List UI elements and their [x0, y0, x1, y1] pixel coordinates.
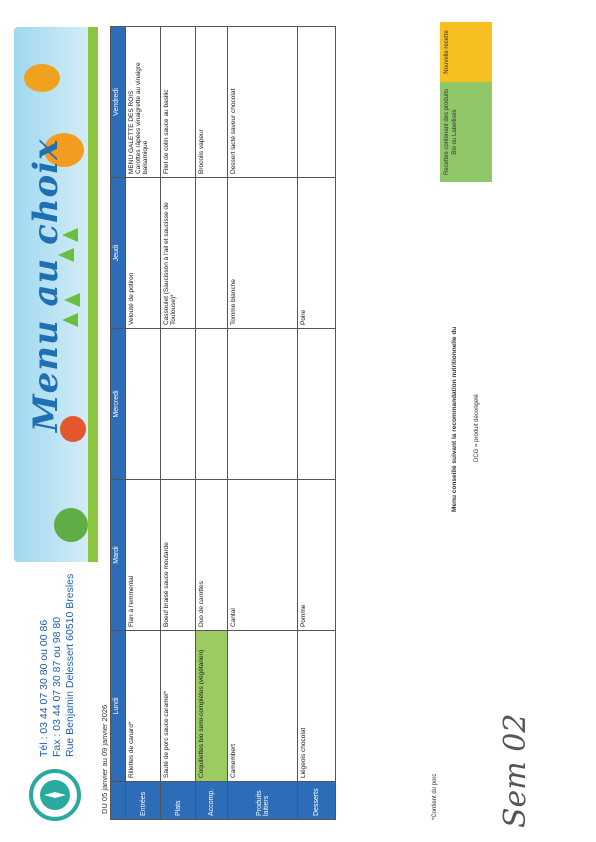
- dish-text: Pomme: [300, 604, 307, 627]
- dish-text: Cassoulet (Saucisson à l'ail et saucisse de Toulouse)*: [163, 202, 177, 325]
- menu-cell: [228, 27, 298, 178]
- menu-cell: [126, 27, 161, 178]
- dish-text: Filet de colin sauce au basilic: [163, 89, 170, 174]
- pork-footnote: *Contient du porc: [432, 773, 438, 820]
- dish-text: Camembert: [230, 744, 237, 778]
- day-header: Mercredi: [111, 329, 126, 480]
- broccoli-character-icon: [54, 508, 88, 542]
- contact-block: [38, 574, 77, 757]
- row-header: Plats: [161, 782, 196, 820]
- menu-cell: [126, 480, 161, 631]
- menu-cell: [196, 178, 228, 329]
- menu-cell-vegetarian: [196, 631, 228, 782]
- dish-text: Tomme blanche: [230, 279, 237, 325]
- menu-cell: [298, 329, 336, 480]
- page-title: Menu au choix: [26, 138, 66, 432]
- menu-cell: [161, 27, 196, 178]
- menu-cell: [126, 631, 161, 782]
- day-header: Mardi: [111, 480, 126, 631]
- table-row: [161, 27, 196, 820]
- menu-cell: [161, 329, 196, 480]
- menu-cell: [161, 631, 196, 782]
- menu-cell: [298, 631, 336, 782]
- table-header-row: [111, 27, 126, 820]
- menu-cell: [196, 27, 228, 178]
- menu-cell: [298, 178, 336, 329]
- dish-text: Liégeois chocolat: [300, 727, 307, 778]
- menu-cell: [161, 178, 196, 329]
- table-corner: [111, 782, 126, 820]
- legend-new-recipe: Nouvelle recette: [440, 22, 492, 82]
- legend-organic: Recettes contenant des produits Bio ou Labellisés: [440, 82, 492, 182]
- handwritten-week-note: Sem 02: [498, 713, 533, 828]
- menu-cell: [228, 329, 298, 480]
- dish-text: Sauté de porc sauce caramel*: [163, 690, 170, 778]
- menu-cell: [126, 178, 161, 329]
- period-text: DU 05 janvier au 09 janvier 2026: [100, 704, 109, 814]
- dish-text: Brocolis vapeur: [198, 129, 205, 174]
- dcg-note: DCG = produit décongelé: [474, 394, 480, 462]
- menu-table: [110, 26, 336, 820]
- dish-text: Rillettes de canard*: [128, 721, 135, 778]
- dish-text: Flan à l'emmental: [128, 575, 135, 627]
- dish-text: Velouté de potiron: [128, 272, 135, 325]
- menu-cell: [196, 329, 228, 480]
- row-header: Produits laitiers: [228, 782, 298, 820]
- day-header: Vendredi: [111, 27, 126, 178]
- tree-icon: [64, 293, 80, 307]
- cantine-logo-icon: [20, 760, 90, 830]
- fax-text: Fax : 03 44 07 30 87 ou 98 80: [51, 616, 63, 757]
- menu-cell: [228, 631, 298, 782]
- menu-cell: [126, 329, 161, 480]
- address-text: Rue Benjamin Delessert 60510 Bresles: [64, 573, 76, 757]
- menu-cell: [161, 480, 196, 631]
- row-header: Desserts: [298, 782, 336, 820]
- dish-text: MENU GALETTE DES ROIS: [128, 90, 135, 174]
- menu-cell: [228, 480, 298, 631]
- dish-text: Coquillettes bio semi-complètes (végétarien): [198, 649, 205, 778]
- dish-text: Poire: [300, 309, 307, 325]
- row-header: Entrées: [126, 782, 161, 820]
- row-header: Accomp.: [196, 782, 228, 820]
- day-header: Lundi: [111, 631, 126, 782]
- day-header: Jeudi: [111, 178, 126, 329]
- dish-text: Carottes râpées vinaigrette au vinaigre balsamique: [135, 62, 149, 174]
- phone-text: Tél : 03 44 07 30 80 ou 00 86: [38, 619, 50, 757]
- menu-cell: [298, 27, 336, 178]
- grass-strip: [88, 27, 98, 562]
- menu-cell: [228, 178, 298, 329]
- menu-cell: [298, 480, 336, 631]
- dish-text: Boeuf braisé sauce moutarde: [163, 542, 170, 627]
- menu-cell: [196, 480, 228, 631]
- table-row: [228, 27, 298, 820]
- dish-text: Dessert lacté saveur chocolat: [230, 88, 237, 174]
- dish-text: Cantal: [230, 608, 237, 627]
- dish-text: Duo de carottes: [198, 581, 205, 627]
- recommendation-note: Menu conseillé suivant la recommandation nutritionnelle du: [451, 326, 458, 512]
- carrot-character-icon: [24, 64, 60, 92]
- table-row: [298, 27, 336, 820]
- table-row: [126, 27, 161, 820]
- table-row: [196, 27, 228, 820]
